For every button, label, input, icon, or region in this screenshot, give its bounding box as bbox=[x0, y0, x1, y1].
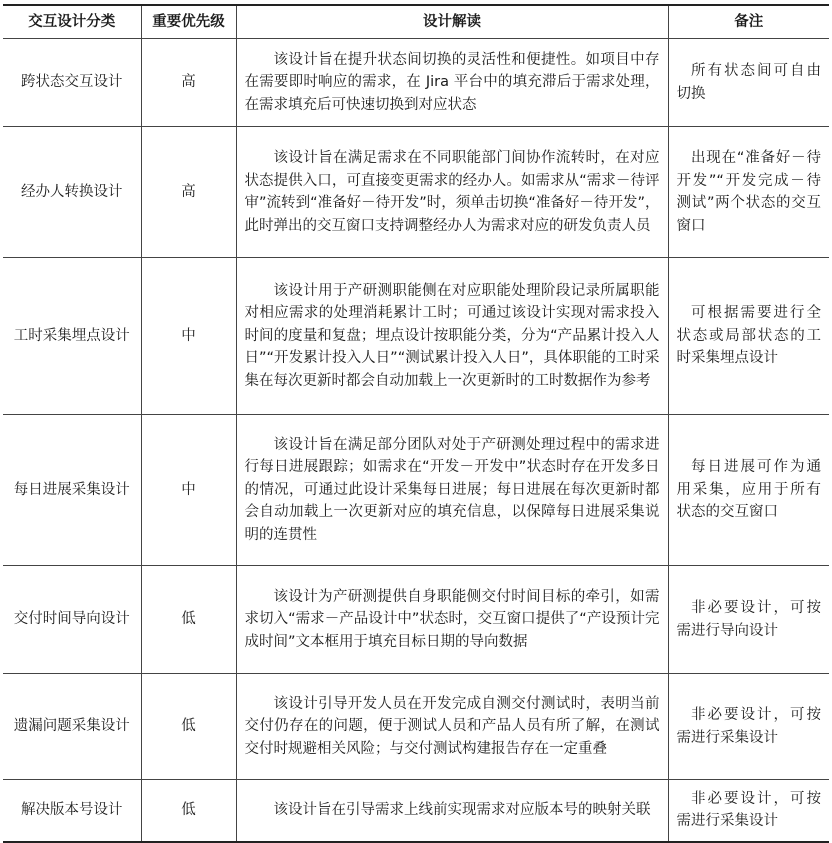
cell-note: 出现在“准备好－待开发”“开发完成－待测试”两个状态的交互窗口 bbox=[668, 127, 829, 258]
cell-priority: 低 bbox=[141, 674, 236, 780]
table-row bbox=[3, 127, 829, 258]
cell-category: 每日进展采集设计 bbox=[3, 415, 141, 566]
table-row bbox=[3, 674, 829, 780]
cell-note: 非必要设计，可按需进行采集设计 bbox=[668, 674, 829, 780]
cell-category: 跨状态交互设计 bbox=[3, 39, 141, 127]
cell-priority: 高 bbox=[141, 127, 236, 258]
table-row bbox=[3, 258, 829, 415]
table-row bbox=[3, 780, 829, 842]
cell-description: 该设计旨在满足部分团队对处于产研测处理过程中的需求进行每日进展跟踪；如需求在“开发－开发中”状态时存在开发多日的情况，可通过此设计采集每日进展；每日进展在每次更新时都会自动加载上一次更新对应的填充信息，以保障每日进展采集说明的连贯性 bbox=[236, 415, 668, 566]
cell-category: 工时采集埋点设计 bbox=[3, 258, 141, 415]
header-note: 备注 bbox=[668, 5, 829, 39]
cell-note: 非必要设计，可按需进行导向设计 bbox=[668, 566, 829, 674]
table-row bbox=[3, 566, 829, 674]
cell-description: 该设计为产研测提供自身职能侧交付时间目标的牵引，如需求切入“需求－产品设计中”状态时，交互窗口提供了“产设预计完成时间”文本框用于填充目标日期的导向数据 bbox=[236, 566, 668, 674]
cell-priority: 低 bbox=[141, 780, 236, 842]
cell-description: 该设计旨在提升状态间切换的灵活性和便捷性。如项目中存在需要即时响应的需求，在 Jira 平台中的填充滞后于需求处理，在需求填充后可快速切换到对应状态 bbox=[236, 39, 668, 127]
cell-category: 解决版本号设计 bbox=[3, 780, 141, 842]
interaction-design-table bbox=[3, 4, 829, 843]
cell-description: 该设计引导开发人员在开发完成自测交付测试时，表明当前交付仍存在的问题，便于测试人员和产品人员有所了解，在测试交付时规避相关风险；与交付测试构建报告存在一定重叠 bbox=[236, 674, 668, 780]
table-row bbox=[3, 415, 829, 566]
header-priority: 重要优先级 bbox=[141, 5, 236, 39]
cell-priority: 中 bbox=[141, 258, 236, 415]
cell-priority: 低 bbox=[141, 566, 236, 674]
cell-note: 可根据需要进行全状态或局部状态的工时采集埋点设计 bbox=[668, 258, 829, 415]
cell-description: 该设计旨在引导需求上线前实现需求对应版本号的映射关联 bbox=[236, 780, 668, 842]
cell-note: 每日进展可作为通用采集，应用于所有状态的交互窗口 bbox=[668, 415, 829, 566]
cell-category: 遗漏问题采集设计 bbox=[3, 674, 141, 780]
cell-category: 经办人转换设计 bbox=[3, 127, 141, 258]
table-header-row bbox=[3, 5, 829, 39]
document-page bbox=[3, 4, 829, 843]
header-description: 设计解读 bbox=[236, 5, 668, 39]
cell-note: 非必要设计，可按需进行采集设计 bbox=[668, 780, 829, 842]
cell-note: 所有状态间可自由切换 bbox=[668, 39, 829, 127]
header-category: 交互设计分类 bbox=[3, 5, 141, 39]
cell-priority: 中 bbox=[141, 415, 236, 566]
cell-priority: 高 bbox=[141, 39, 236, 127]
cell-description: 该设计旨在满足需求在不同职能部门间协作流转时，在对应状态提供入口，可直接变更需求的经办人。如需求从“需求－待评审”流转到“准备好－待开发”时，须单击切换“准备好－待开发”，此时弹出的交互窗口支持调整经办人为需求对应的研发负责人员 bbox=[236, 127, 668, 258]
cell-description: 该设计用于产研测职能侧在对应职能处理阶段记录所属职能对相应需求的处理消耗累计工时；可通过该设计实现对需求投入时间的度量和复盘；埋点设计按职能分类，分为“产品累计投入人日”“开发累计投入人日”“测试累计投入人日”，具体职能的工时采集在每次更新时都会自动加载上一次更新时的工时数据作为参考 bbox=[236, 258, 668, 415]
table-row bbox=[3, 39, 829, 127]
cell-category: 交付时间导向设计 bbox=[3, 566, 141, 674]
